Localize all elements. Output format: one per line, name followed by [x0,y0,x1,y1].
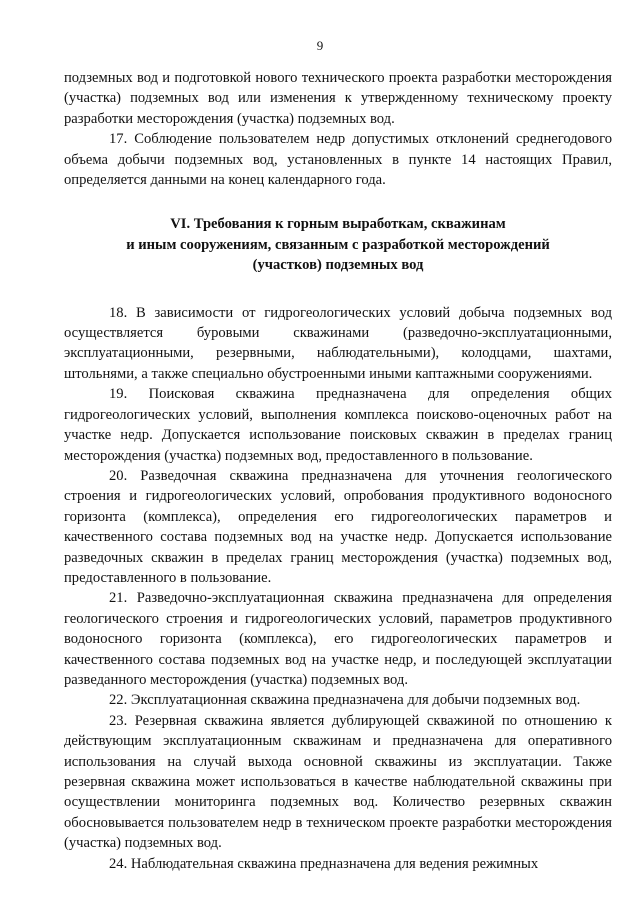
paragraph-20: 20. Разведочная скважина предназначена для уточнения геологического строения и гидрогеологических условий, опробования продуктивного водоносного горизонта (комплекса), определения его гидрогеологических параметров и качественного состава подземных вод на участке недр. Допускается использование разведочных скважин в пределах границ месторождения (участка) подземных вод, предоставленного в пользование. [64,467,612,586]
paragraph-22: 22. Эксплуатационная скважина предназначена для добычи подземных вод. [109,692,581,709]
paragraph-17: 17. Соблюдение пользователем недр допустимых отклонений среднегодового объема добычи подземных вод, установленных в пункте 14 настоящих Правил, определяется данными на конец календарного года. [64,131,612,189]
paragraph-24: 24. Наблюдательная скважина предназначена для ведения режимных [109,855,539,872]
section-heading-line-1: VI. Требования к горным выработкам, скважинам [170,216,506,233]
section-heading [64,214,612,275]
paragraph-23: 23. Резервная скважина является дублирующей скважиной по отношению к действующим эксплуатационным скважинам и предназначена для оперативного использования на случай выхода основной скважины из эксплуатации. Также резервная скважина может использоваться в качестве наблюдательной скважины при осуществлении мониторинга подземных вод. Количество резервных скважин обосновывается пользователем недр в техническом проекте разработки месторождения (участка) подземных вод. [64,712,612,852]
page-number: 9 [316,38,324,53]
paragraph-19: 19. Поисковая скважина предназначена для определения общих гидрогеологических условий, выполнения комплекса поисково-оценочных работ на участке недр. Допускается использование поисковых скважин в пределах границ месторождения (участка) подземных вод, предоставленного в пользование. [64,386,612,464]
document-body [64,68,612,874]
paragraph-16-continuation: подземных вод и подготовкой нового технического проекта разработки месторождения (участка) подземных вод или изменения к утвержденному техническому проекту разработки месторождения (участка) подземных вод. [64,70,612,127]
section-heading-line-2: и иным сооружениям, связанным с разработкой месторождений [126,236,550,253]
paragraph-21: 21. Разведочно-эксплуатационная скважина предназначена для определения геологического строения и гидрогеологических условий, параметров продуктивного водоносного горизонта (комплекса), его гидрогеологических параметров и качественного состава подземных вод на участке недр, и последующей эксплуатации разведанного месторождения (участка) подземных вод. [64,590,612,688]
section-heading-line-3: (участков) подземных вод [252,257,424,274]
paragraph-18: 18. В зависимости от гидрогеологических условий добыча подземных вод осуществляется буровыми скважинами (разведочно-эксплуатационными, эксплуатационными, резервными, наблюдательными), колодцами, шахтами, штольнями, а также специально обустроенными иными каптажными сооружениями. [64,304,612,382]
